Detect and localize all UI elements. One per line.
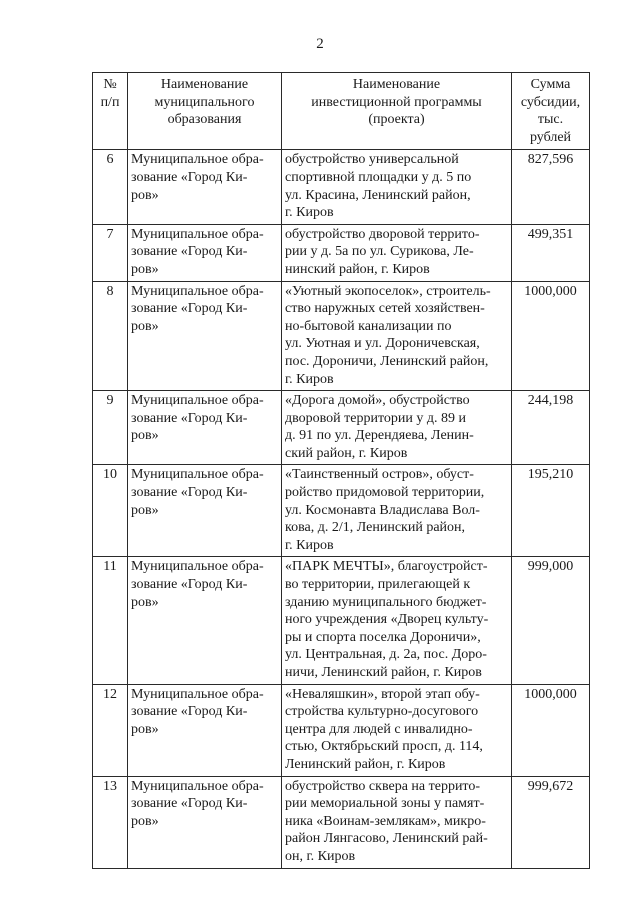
table-header-row [93, 73, 590, 150]
row-amount: 999,000 [512, 557, 590, 684]
table-row [93, 391, 590, 465]
table-row [93, 465, 590, 557]
row-number: 12 [93, 684, 128, 776]
row-municipality: Муниципальное обра- зование «Город Ки- ров» [128, 776, 282, 868]
row-program: «Неваляшкин», второй этап обу- стройства культурно-досугового центра для людей с инвалидно- стью, Октябрьский просп, д. 114, Ленинский район, г. Киров [282, 684, 512, 776]
row-number: 9 [93, 391, 128, 465]
row-amount: 827,596 [512, 150, 590, 224]
row-municipality: Муниципальное обра- зование «Город Ки- ров» [128, 391, 282, 465]
row-number: 10 [93, 465, 128, 557]
row-amount: 195,210 [512, 465, 590, 557]
row-number: 13 [93, 776, 128, 868]
row-program: «Дорога домой», обустройство дворовой территории у д. 89 и д. 91 по ул. Дерендяева, Ленин- ский район, г. Киров [282, 391, 512, 465]
header-municipality: Наименование муниципального образования [128, 73, 282, 150]
row-amount: 499,351 [512, 224, 590, 281]
header-number: № п/п [93, 73, 128, 150]
row-number: 7 [93, 224, 128, 281]
header-amount: Сумма субсидии, тыс. рублей [512, 73, 590, 150]
row-program: обустройство сквера на террито- рии мемориальной зоны у памят- ника «Воинам-землякам», микро- район Лянгасово, Ленинский рай- он, г. Киров [282, 776, 512, 868]
row-number: 8 [93, 281, 128, 391]
row-amount: 999,672 [512, 776, 590, 868]
row-amount: 1000,000 [512, 281, 590, 391]
page-number: 2 [316, 36, 324, 52]
row-number: 6 [93, 150, 128, 224]
subsidy-table [92, 72, 590, 869]
row-municipality: Муниципальное обра- зование «Город Ки- ров» [128, 150, 282, 224]
row-program: «Уютный экопоселок», строитель- ство наружных сетей хозяйствен- но-бытовой канализации по ул. Уютная и ул. Дороничевская, пос. Дороничи, Ленинский район, г. Киров [282, 281, 512, 391]
table-row [93, 776, 590, 868]
row-program: обустройство дворовой террито- рии у д. 5а по ул. Сурикова, Ле- нинский район, г. Киров [282, 224, 512, 281]
row-municipality: Муниципальное обра- зование «Город Ки- ров» [128, 465, 282, 557]
header-program: Наименование инвестиционной программы (проекта) [282, 73, 512, 150]
table-row [93, 150, 590, 224]
row-municipality: Муниципальное обра- зование «Город Ки- ров» [128, 281, 282, 391]
table-row [93, 224, 590, 281]
row-program: «Таинственный остров», обуст- ройство придомовой территории, ул. Космонавта Владислава Вол- кова, д. 2/1, Ленинский район, г. Киров [282, 465, 512, 557]
row-number: 11 [93, 557, 128, 684]
row-municipality: Муниципальное обра- зование «Город Ки- ров» [128, 224, 282, 281]
row-amount: 1000,000 [512, 684, 590, 776]
table-row [93, 281, 590, 391]
row-municipality: Муниципальное обра- зование «Город Ки- ров» [128, 684, 282, 776]
table-row [93, 684, 590, 776]
row-municipality: Муниципальное обра- зование «Город Ки- ров» [128, 557, 282, 684]
row-program: обустройство универсальной спортивной площадки у д. 5 по ул. Красина, Ленинский район, г. Киров [282, 150, 512, 224]
row-program: «ПАРК МЕЧТЫ», благоустройст- во территории, прилегающей к зданию муниципального бюджет- ного учреждения «Дворец культу- ры и спорта поселка Дороничи», ул. Центральная, д. 2а, пос. Доро- ничи, Ленинский район, г. Киров [282, 557, 512, 684]
table-row [93, 557, 590, 684]
row-amount: 244,198 [512, 391, 590, 465]
